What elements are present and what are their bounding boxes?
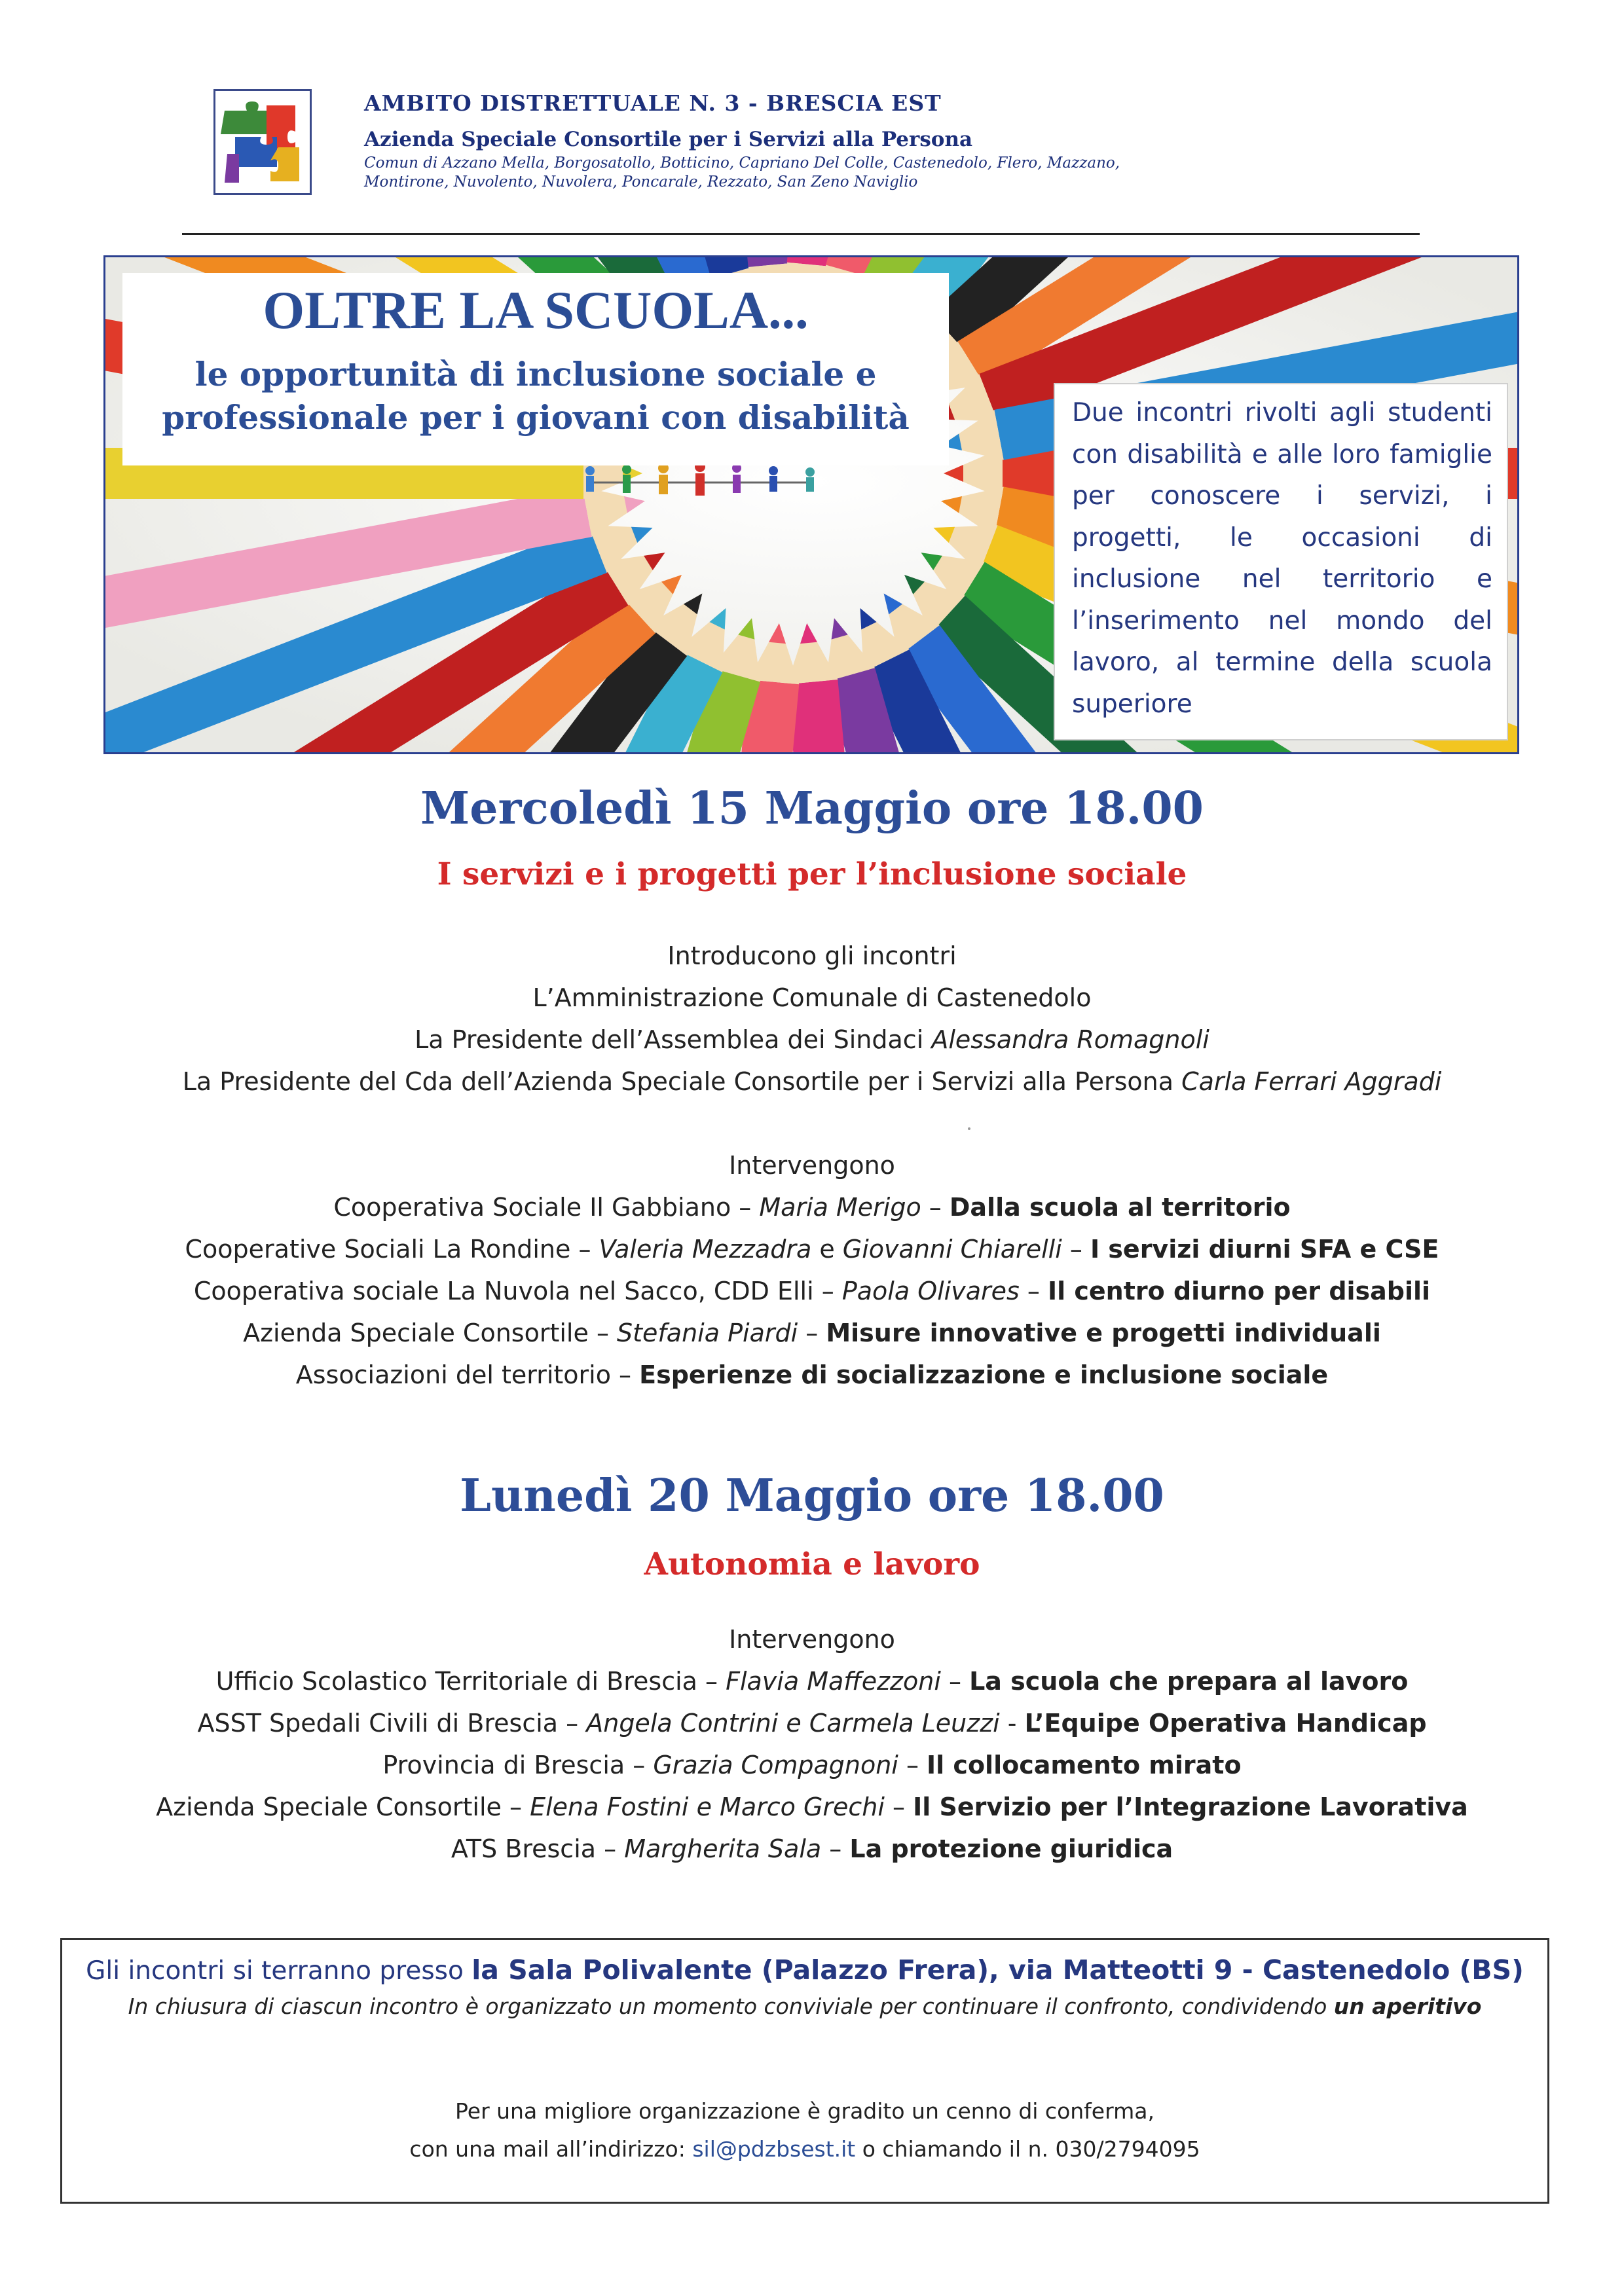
- contact-mid: o chiamando il n.: [855, 2136, 1056, 2162]
- intro-org: L’Amministrazione Comunale di Castenedolo: [532, 983, 1092, 1012]
- speaker-org: Azienda Speciale Consortile –: [243, 1319, 618, 1347]
- aperitivo-text: un aperitivo: [1333, 1994, 1482, 2019]
- phone-number: 030/2794095: [1055, 2136, 1200, 2162]
- separator: –: [1019, 1277, 1048, 1305]
- event2-speakers-label: Intervengono: [729, 1625, 895, 1654]
- contact-prefix: con una mail all’indirizzo:: [409, 2136, 693, 2162]
- speaker-org: Azienda Speciale Consortile –: [156, 1793, 530, 1821]
- speaker-person: Paola Olivares: [841, 1277, 1020, 1305]
- hero-title: OLTRE LA SCUOLA...: [263, 280, 809, 340]
- talk-title: Esperienze di socializzazione e inclusione sociale: [639, 1360, 1329, 1389]
- talk-title: La scuola che prepara al lavoro: [969, 1667, 1409, 1696]
- hero-description-box: [1054, 383, 1508, 740]
- speaker-person: Stefania Piardi: [617, 1319, 798, 1347]
- intro-person: Alessandra Romagnoli: [931, 1025, 1209, 1054]
- speaker-person: Angela Contrini e Carmela Leuzzi: [586, 1709, 1000, 1738]
- speaker-person: Maria Merigo: [759, 1193, 921, 1222]
- speaker-org: Cooperativa sociale La Nuvola nel Sacco, CDD Elli –: [193, 1277, 842, 1305]
- event1-date: Mercoledì 15 Maggio ore 18.00: [420, 782, 1204, 835]
- event1-speaker-row: [0, 1235, 1624, 1264]
- separator: -: [999, 1709, 1025, 1738]
- org-title: AMBITO DISTRETTUALE N. 3 - BRESCIA EST: [364, 90, 942, 116]
- event1-intro-label: Introducono gli incontri: [667, 941, 957, 970]
- header: [364, 90, 1215, 192]
- event2-speaker-row: [0, 1751, 1624, 1779]
- separator: –: [940, 1667, 970, 1696]
- talk-title: Misure innovative e progetti individuali: [826, 1319, 1381, 1347]
- talk-title: Dalla scuola al territorio: [949, 1193, 1291, 1222]
- talk-title: Il centro diurno per disabili: [1047, 1277, 1431, 1305]
- org-comuni: Comun di Azzano Mella, Borgosatollo, Botticino, Capriano Del Colle, Castenedolo, Flero, Mazzano, Montirone, Nuvolento, Nuvolera, Poncarale, Rezzato, San Zeno Naviglio: [364, 155, 1120, 191]
- event2-speaker-row: [0, 1667, 1624, 1696]
- event1-speaker-row: [0, 1360, 1624, 1389]
- speaker-org: Ufficio Scolastico Territoriale di Brescia –: [215, 1667, 726, 1696]
- event1-topic: I servizi e i progetti per l’inclusione sociale: [437, 856, 1187, 892]
- stray-dot: [968, 1127, 970, 1130]
- header-divider: [182, 233, 1420, 235]
- separator: –: [898, 1751, 927, 1779]
- separator: –: [921, 1193, 950, 1222]
- speaker-person: Valeria Mezzadra: [599, 1235, 812, 1264]
- talk-title: Il collocamento mirato: [927, 1751, 1242, 1779]
- hero-banner: [103, 255, 1519, 754]
- talk-title: La protezione giuridica: [849, 1834, 1173, 1863]
- hero-subtitle-line-1: le opportunità di inclusione sociale e: [194, 355, 877, 393]
- talk-title: L’Equipe Operativa Handicap: [1024, 1709, 1427, 1738]
- hero-subtitle-line-2: professionale per i giovani con disabilità: [162, 398, 910, 437]
- venue-prefix: Gli incontri si terranno presso: [86, 1956, 472, 1986]
- event1-speakers-label: Intervengono: [729, 1151, 895, 1180]
- separator: –: [1061, 1235, 1090, 1264]
- hero-title-box: [122, 273, 949, 465]
- conjunction: e: [811, 1235, 843, 1264]
- separator: –: [884, 1793, 913, 1821]
- speaker-org: ASST Spedali Civili di Brescia –: [197, 1709, 587, 1738]
- event1-intro-line: [0, 1067, 1624, 1096]
- event2-speaker-row: [0, 1793, 1624, 1821]
- speaker-org: Provincia di Brescia –: [382, 1751, 654, 1779]
- event1-speaker-row: [0, 1193, 1624, 1222]
- event2-speaker-row: [0, 1834, 1624, 1863]
- confirm-line: Per una migliore organizzazione è gradito un cenno di conferma,: [455, 2098, 1154, 2124]
- event1-intro-line: [0, 1025, 1624, 1054]
- intro-role: La Presidente del Cda dell’Azienda Speciale Consortile per i Servizi alla Persona: [182, 1067, 1182, 1096]
- speaker-person: Flavia Maffezzoni: [726, 1667, 941, 1696]
- closing-line: [62, 1994, 1547, 2019]
- speaker-org: Cooperative Sociali La Rondine –: [185, 1235, 599, 1264]
- speaker-org: Cooperativa Sociale Il Gabbiano –: [333, 1193, 760, 1222]
- speaker-org: ATS Brescia –: [451, 1834, 625, 1863]
- talk-title: I servizi diurni SFA e CSE: [1090, 1235, 1439, 1264]
- separator: –: [798, 1319, 826, 1347]
- venue-address: la Sala Polivalente (Palazzo Frera), via Matteotti 9 - Castenedolo (BS): [471, 1954, 1524, 1986]
- venue-line: [62, 1954, 1547, 1986]
- hero-description: Due incontri rivolti agli studenti con disabilità e alle loro famiglie per conoscere i servizi, i progetti, le occasioni di inclusione nel territorio e l’inserimento nel mondo del lavoro, al termine della scuola superiore: [1072, 398, 1492, 719]
- venue-info-box: [60, 1938, 1549, 2204]
- speaker-person: Giovanni Chiarelli: [842, 1235, 1062, 1264]
- puzzle-logo: [213, 89, 312, 195]
- speaker-person: Grazia Compagnoni: [653, 1751, 898, 1779]
- puzzle-logo-icon: [215, 91, 310, 193]
- hero-subtitle: [122, 353, 949, 439]
- intro-person: Carla Ferrari Aggradi: [1181, 1067, 1442, 1096]
- intro-role: La Presidente dell’Assemblea dei Sindaci: [415, 1025, 932, 1054]
- event1-intro-line: [0, 983, 1624, 1012]
- event2-speaker-row: [0, 1709, 1624, 1738]
- event2-topic: Autonomia e lavoro: [644, 1546, 980, 1582]
- event2-date: Lunedì 20 Maggio ore 18.00: [460, 1470, 1164, 1522]
- speaker-org: Associazioni del territorio –: [295, 1360, 640, 1389]
- separator: –: [821, 1834, 850, 1863]
- closing-text: In chiusura di ciascun incontro è organizzato un momento conviviale per continuare il confronto, condividendo: [128, 1994, 1334, 2019]
- contact-line: [62, 2136, 1547, 2162]
- speaker-person: Elena Fostini e Marco Grechi: [530, 1793, 885, 1821]
- speaker-person: Margherita Sala: [624, 1834, 822, 1863]
- talk-title: Il Servizio per l’Integrazione Lavorativa: [913, 1793, 1468, 1821]
- org-subtitle: Azienda Speciale Consortile per i Servizi alla Persona: [364, 128, 973, 151]
- event1-speaker-row: [0, 1277, 1624, 1305]
- email-link[interactable]: sil@pdzbsest.it: [692, 2136, 856, 2162]
- event1-speaker-row: [0, 1319, 1624, 1347]
